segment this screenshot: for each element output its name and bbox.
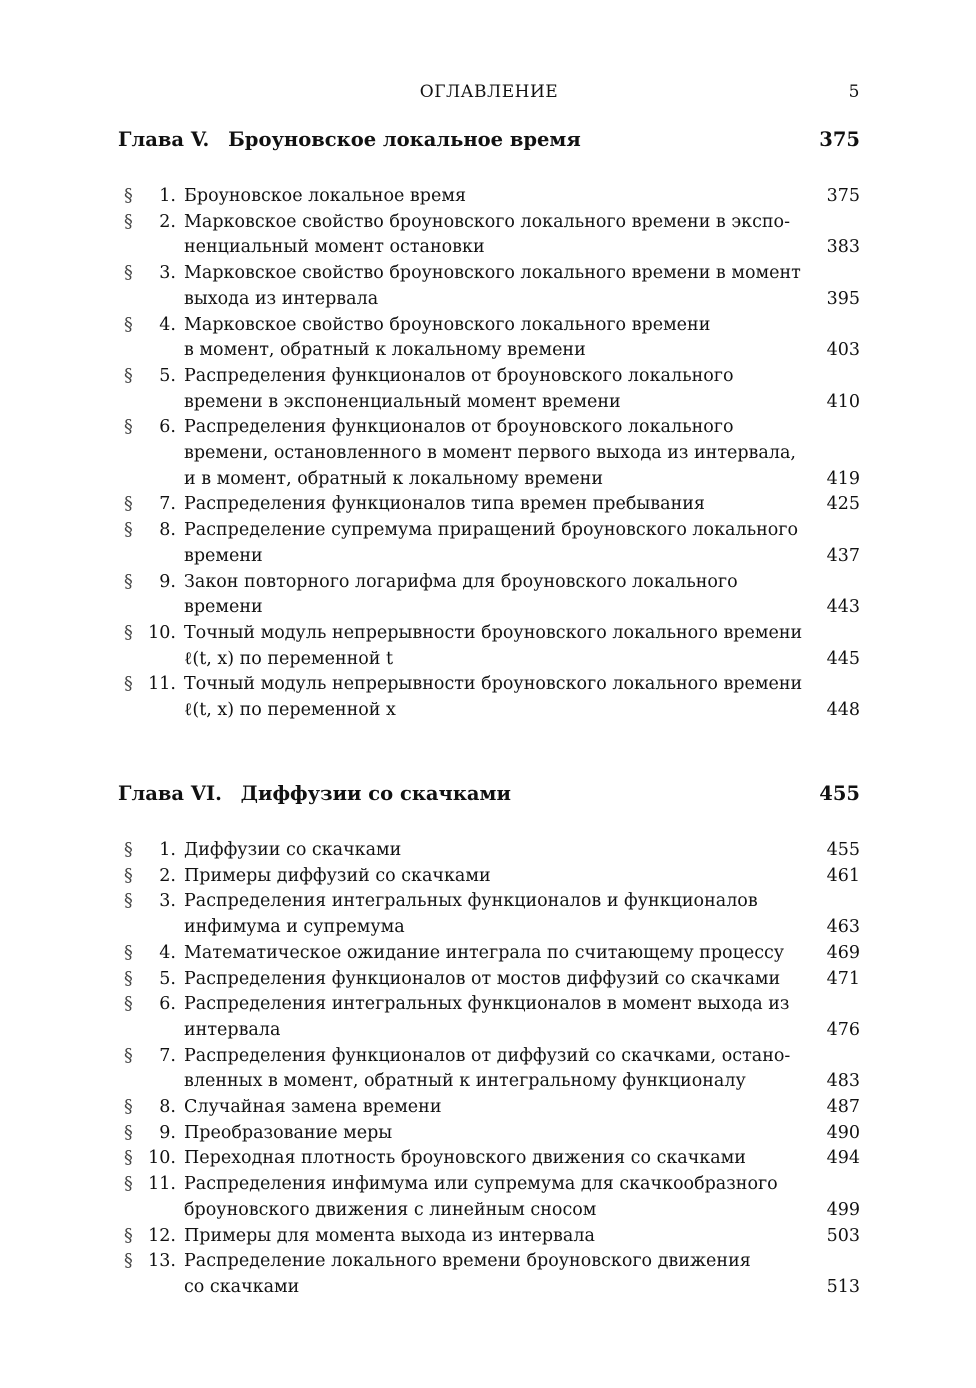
section-number: 3. bbox=[159, 263, 176, 284]
chapter-sections bbox=[118, 838, 860, 1301]
section-title-line: инфимума и супремума bbox=[184, 917, 405, 938]
section-sign: § bbox=[124, 865, 133, 886]
section-title bbox=[184, 889, 804, 940]
toc-entry[interactable] bbox=[118, 210, 860, 261]
toc-entry[interactable] bbox=[118, 1172, 860, 1223]
section-number: 7. bbox=[159, 1045, 176, 1066]
toc-entry[interactable] bbox=[118, 1095, 860, 1121]
section-sign: § bbox=[124, 1251, 133, 1272]
toc-entry[interactable] bbox=[118, 1146, 860, 1172]
section-title-line: со скачками bbox=[184, 1276, 300, 1297]
section-page: 445 bbox=[826, 648, 860, 669]
section-sign: § bbox=[124, 520, 133, 541]
section-sign: § bbox=[124, 622, 133, 643]
section-title-line: Закон повторного логарифма для броуновского локального bbox=[184, 571, 738, 592]
section-page: 461 bbox=[826, 865, 860, 886]
section-title bbox=[184, 1121, 804, 1147]
toc-entry[interactable] bbox=[118, 1249, 860, 1300]
section-title-line: Распределения функционалов типа времен пребывания bbox=[184, 494, 705, 515]
toc-entry[interactable] bbox=[118, 570, 860, 621]
section-page: 490 bbox=[826, 1122, 860, 1143]
toc-entry[interactable] bbox=[118, 415, 860, 492]
section-title-line: ℓ(t, x) по переменной t bbox=[184, 648, 394, 669]
section-page: 513 bbox=[826, 1276, 860, 1297]
section-title bbox=[184, 415, 804, 492]
toc-entry[interactable] bbox=[118, 864, 860, 890]
section-sign: § bbox=[124, 1225, 133, 1246]
section-number: 9. bbox=[159, 571, 176, 592]
section-sign: § bbox=[124, 365, 133, 386]
section-title-line: Распределение локального времени броуновского движения bbox=[184, 1251, 751, 1272]
section-title-line: Переходная плотность броуновского движения со скачками bbox=[184, 1148, 746, 1169]
section-number: 6. bbox=[159, 994, 176, 1015]
toc-entry[interactable] bbox=[118, 1224, 860, 1250]
section-page: 395 bbox=[826, 288, 860, 309]
section-title-line: Точный модуль непрерывности броуновского локального времени bbox=[184, 622, 803, 643]
section-title bbox=[184, 967, 804, 993]
section-title-line: Распределения функционалов от мостов диффузий со скачками bbox=[184, 968, 781, 989]
section-number: 7. bbox=[159, 494, 176, 515]
section-title-line: Распределение супремума приращений броуновского локального bbox=[184, 520, 799, 541]
section-page: 437 bbox=[826, 545, 860, 566]
section-title-line: Математическое ожидание интеграла по считающему процессу bbox=[184, 942, 785, 963]
section-page: 455 bbox=[826, 840, 860, 860]
section-sign: § bbox=[124, 417, 133, 438]
section-title-line: Марковское свойство броуновского локального времени bbox=[184, 314, 711, 335]
section-page: 403 bbox=[826, 340, 860, 361]
toc-entry[interactable] bbox=[118, 967, 860, 993]
section-page: 503 bbox=[826, 1225, 860, 1246]
section-number: 5. bbox=[159, 365, 176, 386]
chapter-title bbox=[118, 128, 581, 151]
section-title-line: броуновского движения с линейным сносом bbox=[184, 1199, 597, 1220]
section-page: 463 bbox=[826, 917, 860, 938]
section-page: 410 bbox=[826, 391, 860, 412]
section-number: 9. bbox=[159, 1122, 176, 1143]
section-page: 443 bbox=[826, 597, 860, 618]
section-title bbox=[184, 1224, 804, 1250]
section-sign: § bbox=[124, 186, 133, 206]
section-title bbox=[184, 492, 804, 518]
chapter-page: 455 bbox=[819, 782, 860, 805]
section-number: 1. bbox=[159, 840, 176, 860]
chapter-label: Глава VI. bbox=[118, 782, 222, 805]
toc-entry[interactable] bbox=[118, 889, 860, 940]
section-sign: § bbox=[124, 263, 133, 284]
toc-entry[interactable] bbox=[118, 621, 860, 672]
chapter-heading[interactable] bbox=[118, 782, 860, 812]
section-page: 487 bbox=[826, 1097, 860, 1118]
section-title bbox=[184, 1095, 804, 1121]
section-sign: § bbox=[124, 942, 133, 963]
section-sign: § bbox=[124, 674, 133, 695]
toc-entry[interactable] bbox=[118, 261, 860, 312]
section-title-line: времени, остановленного в момент первого выхода из интервала, bbox=[184, 443, 796, 464]
section-title bbox=[184, 1172, 804, 1223]
section-page: 383 bbox=[826, 237, 860, 258]
section-title-line: Примеры для момента выхода из интервала bbox=[184, 1225, 595, 1246]
section-number: 3. bbox=[159, 891, 176, 912]
toc-entry[interactable] bbox=[118, 1044, 860, 1095]
section-title-line: времени bbox=[184, 597, 263, 618]
section-title bbox=[184, 184, 804, 210]
section-number: 5. bbox=[159, 968, 176, 989]
section-title bbox=[184, 672, 804, 723]
toc-entry[interactable] bbox=[118, 492, 860, 518]
section-number: 12. bbox=[148, 1225, 176, 1246]
section-number: 8. bbox=[159, 520, 176, 541]
section-sign: § bbox=[124, 494, 133, 515]
toc-entry[interactable] bbox=[118, 838, 860, 864]
chapter-heading[interactable] bbox=[118, 128, 860, 158]
section-title-line: выхода из интервала bbox=[184, 288, 379, 309]
toc-entry[interactable] bbox=[118, 313, 860, 364]
section-number: 11. bbox=[148, 674, 176, 695]
section-title bbox=[184, 1146, 804, 1172]
section-title bbox=[184, 621, 804, 672]
section-number: 2. bbox=[159, 211, 176, 232]
section-title-line: Броуновское локальное время bbox=[184, 186, 466, 206]
toc-entry[interactable] bbox=[118, 364, 860, 415]
chapter-name: Броуновское локальное время bbox=[228, 128, 581, 151]
section-title bbox=[184, 864, 804, 890]
chapter-page: 375 bbox=[819, 128, 860, 151]
section-sign: § bbox=[124, 1148, 133, 1169]
section-title-line: Преобразование меры bbox=[184, 1122, 393, 1143]
section-page: 494 bbox=[826, 1148, 860, 1169]
section-number: 13. bbox=[148, 1251, 176, 1272]
section-title-line: времени в экспоненциальный момент времени bbox=[184, 391, 621, 412]
running-head-title: ОГЛАВЛЕНИЕ bbox=[419, 82, 559, 102]
section-title bbox=[184, 992, 804, 1043]
section-sign: § bbox=[124, 1097, 133, 1118]
section-title-line: времени bbox=[184, 545, 263, 566]
toc-entry[interactable] bbox=[118, 672, 860, 723]
section-number: 8. bbox=[159, 1097, 176, 1118]
section-title-line: и в момент, обратный к локальному времени bbox=[184, 468, 603, 489]
chapter-sections bbox=[118, 184, 860, 724]
toc-entry[interactable] bbox=[118, 941, 860, 967]
section-number: 2. bbox=[159, 865, 176, 886]
section-sign: § bbox=[124, 314, 133, 335]
toc-entry[interactable] bbox=[118, 1121, 860, 1147]
section-title bbox=[184, 313, 804, 364]
chapter-title bbox=[118, 782, 511, 805]
section-title-line: Случайная замена времени bbox=[184, 1097, 442, 1118]
section-title bbox=[184, 1249, 804, 1300]
section-sign: § bbox=[124, 840, 133, 860]
chapter-name: Диффузии со скачками bbox=[240, 782, 511, 805]
section-title bbox=[184, 210, 804, 261]
section-title bbox=[184, 261, 804, 312]
section-sign: § bbox=[124, 891, 133, 912]
section-sign: § bbox=[124, 211, 133, 232]
section-title-line: Распределения функционалов от диффузий со скачками, остано- bbox=[184, 1045, 791, 1066]
running-head bbox=[118, 78, 860, 106]
page-number: 5 bbox=[848, 82, 860, 102]
section-page: 499 bbox=[826, 1199, 860, 1220]
toc-entry[interactable] bbox=[118, 184, 860, 210]
section-title bbox=[184, 838, 804, 864]
section-number: 4. bbox=[159, 314, 176, 335]
section-title bbox=[184, 570, 804, 621]
section-title-line: ненциальный момент остановки bbox=[184, 237, 485, 258]
section-page: 448 bbox=[826, 700, 860, 721]
section-title-line: Распределения функционалов от броуновского локального bbox=[184, 417, 734, 438]
section-title-line: вленных в момент, обратный к интегральному функционалу bbox=[184, 1071, 746, 1092]
section-sign: § bbox=[124, 571, 133, 592]
section-sign: § bbox=[124, 994, 133, 1015]
section-title-line: ℓ(t, x) по переменной x bbox=[184, 700, 396, 721]
toc-entry[interactable] bbox=[118, 992, 860, 1043]
section-title-line: Примеры диффузий со скачками bbox=[184, 865, 491, 886]
chapter-label: Глава V. bbox=[118, 128, 210, 151]
section-sign: § bbox=[124, 968, 133, 989]
section-page: 471 bbox=[826, 968, 860, 989]
section-page: 476 bbox=[826, 1019, 860, 1040]
section-title bbox=[184, 364, 804, 415]
section-title-line: в момент, обратный к локальному времени bbox=[184, 340, 586, 361]
section-title-line: Распределения инфимума или супремума для скачкообразного bbox=[184, 1174, 778, 1195]
section-number: 4. bbox=[159, 942, 176, 963]
section-page: 469 bbox=[826, 942, 860, 963]
section-number: 6. bbox=[159, 417, 176, 438]
section-page: 375 bbox=[826, 186, 860, 206]
section-page: 425 bbox=[826, 494, 860, 515]
section-number: 11. bbox=[148, 1174, 176, 1195]
section-title-line: интервала bbox=[184, 1019, 281, 1040]
section-number: 10. bbox=[148, 622, 176, 643]
section-title-line: Точный модуль непрерывности броуновского локального времени bbox=[184, 674, 803, 695]
section-sign: § bbox=[124, 1174, 133, 1195]
section-page: 419 bbox=[826, 468, 860, 489]
section-title-line: Диффузии со скачками bbox=[184, 840, 402, 860]
section-title bbox=[184, 1044, 804, 1095]
section-title-line: Распределения функционалов от броуновского локального bbox=[184, 365, 734, 386]
section-page: 483 bbox=[826, 1071, 860, 1092]
section-title-line: Распределения интегральных функционалов и функционалов bbox=[184, 891, 758, 912]
section-title-line: Распределения интегральных функционалов в момент выхода из bbox=[184, 994, 790, 1015]
section-number: 1. bbox=[159, 186, 176, 206]
section-sign: § bbox=[124, 1045, 133, 1066]
toc-entry[interactable] bbox=[118, 518, 860, 569]
section-title bbox=[184, 518, 804, 569]
section-sign: § bbox=[124, 1122, 133, 1143]
section-title bbox=[184, 941, 804, 967]
section-title-line: Марковское свойство броуновского локального времени в момент bbox=[184, 263, 801, 284]
section-title-line: Марковское свойство броуновского локального времени в экспо- bbox=[184, 211, 790, 232]
section-number: 10. bbox=[148, 1148, 176, 1169]
